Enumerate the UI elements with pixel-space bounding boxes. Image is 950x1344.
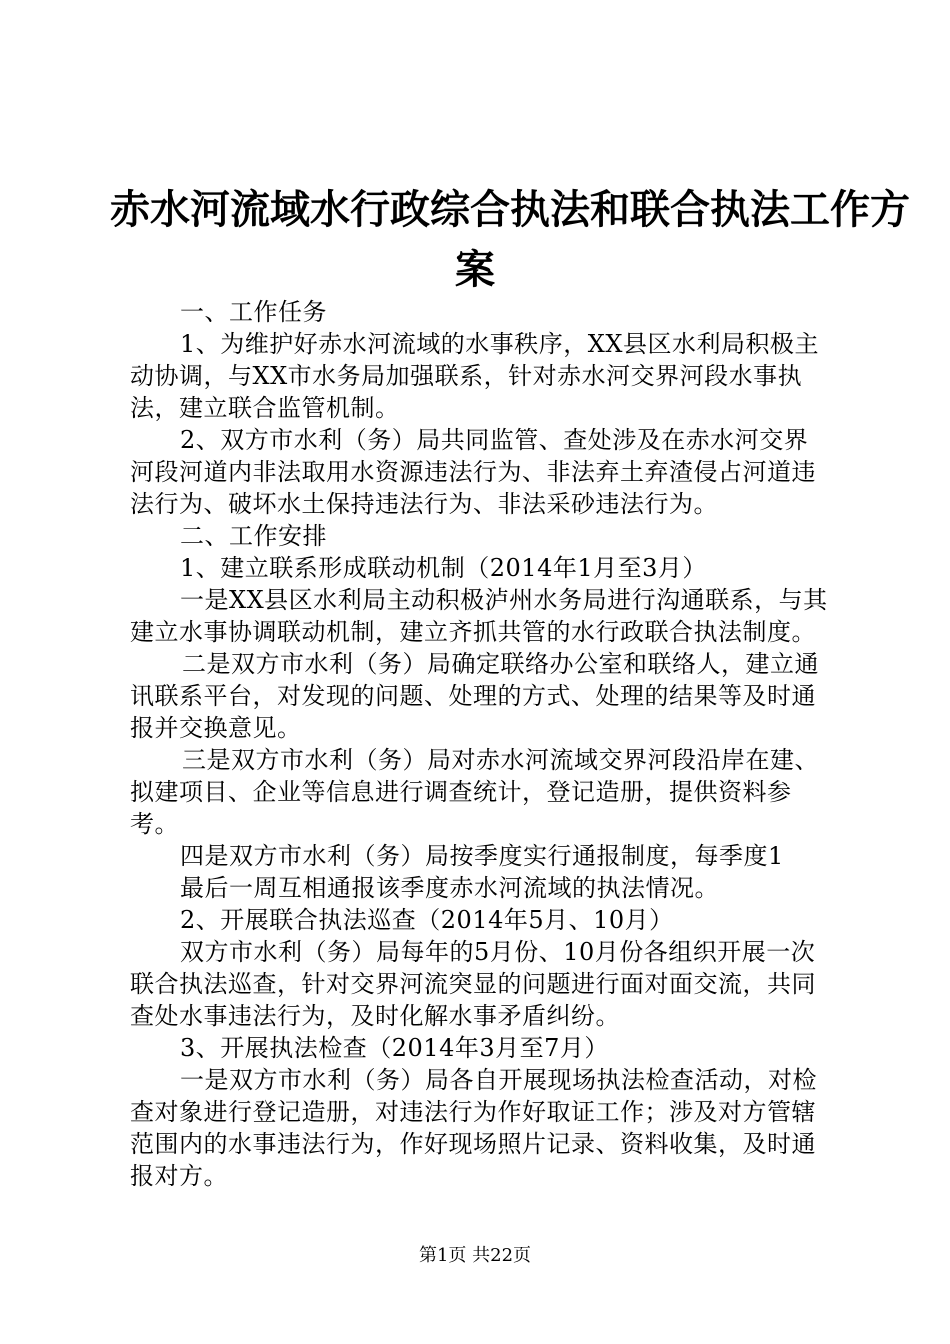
paragraph-item-fourth: 四是双方市水利（务）局按季度实行通报制度，每季度1 — [180, 842, 784, 870]
paragraph-inspection-first: 一是双方市水利（务）局各自开展现场执法检查活动，对检查对象进行登记造册，对违法行为作好取证工作；涉及对方管辖范围内的水事违法行为，作好现场照片记录、资料收集，及时通报对方。 — [130, 1066, 817, 1190]
subheading-linkage-mechanism: 1、建立联系形成联动机制（2014年1月至3月） — [180, 554, 707, 582]
paragraph-task-1: 1、为维护好赤水河流域的水事秩序，XX县区水利局积极主动协调，与XX市水务局加强联系，针对赤水河交界河段水事执法，建立联合监管机制。 — [130, 330, 819, 422]
document-body — [130, 296, 830, 1192]
section-heading-tasks: 一、工作任务 — [180, 298, 327, 326]
document-title-line-2: 案 — [455, 246, 495, 293]
paragraph-item-second: 二是双方市水利（务）局确定联络办公室和联络人，建立通讯联系平台，对发现的问题、处理的方式、处理的结果等及时通报并交换意见。 — [130, 650, 819, 742]
paragraph-item-fourth-continued: 最后一周互相通报该季度赤水河流域的执法情况。 — [180, 874, 719, 902]
subheading-joint-patrol: 2、开展联合执法巡查（2014年5月、10月） — [180, 906, 674, 934]
page-number-footer: 第1页 共22页 — [418, 1245, 532, 1266]
paragraph-joint-patrol: 双方市水利（务）局每年的5月份、10月份各组织开展一次联合执法巡查，针对交界河流突显的问题进行面对面交流，共同查处水事违法行为，及时化解水事矛盾纠纷。 — [130, 938, 816, 1030]
paragraph-item-third: 三是双方市水利（务）局对赤水河流域交界河段沿岸在建、拟建项目、企业等信息进行调查统计，登记造册，提供资料参考。 — [130, 746, 819, 838]
document-title-line-1: 赤水河流域水行政综合执法和联合执法工作方 — [110, 186, 910, 233]
paragraph-task-2: 2、双方市水利（务）局共同监管、查处涉及在赤水河交界河段河道内非法取用水资源违法行为、非法弃土弃渣侵占河道违法行为、破坏水土保持违法行为、非法采砂违法行为。 — [130, 426, 816, 518]
paragraph-item-first: 一是XX县区水利局主动积极泸州水务局进行沟通联系，与其建立水事协调联动机制，建立齐抓共管的水行政联合执法制度。 — [130, 586, 828, 646]
subheading-enforcement-inspection: 3、开展执法检查（2014年3月至7月） — [180, 1034, 609, 1062]
section-heading-arrangements: 二、工作安排 — [180, 522, 327, 550]
